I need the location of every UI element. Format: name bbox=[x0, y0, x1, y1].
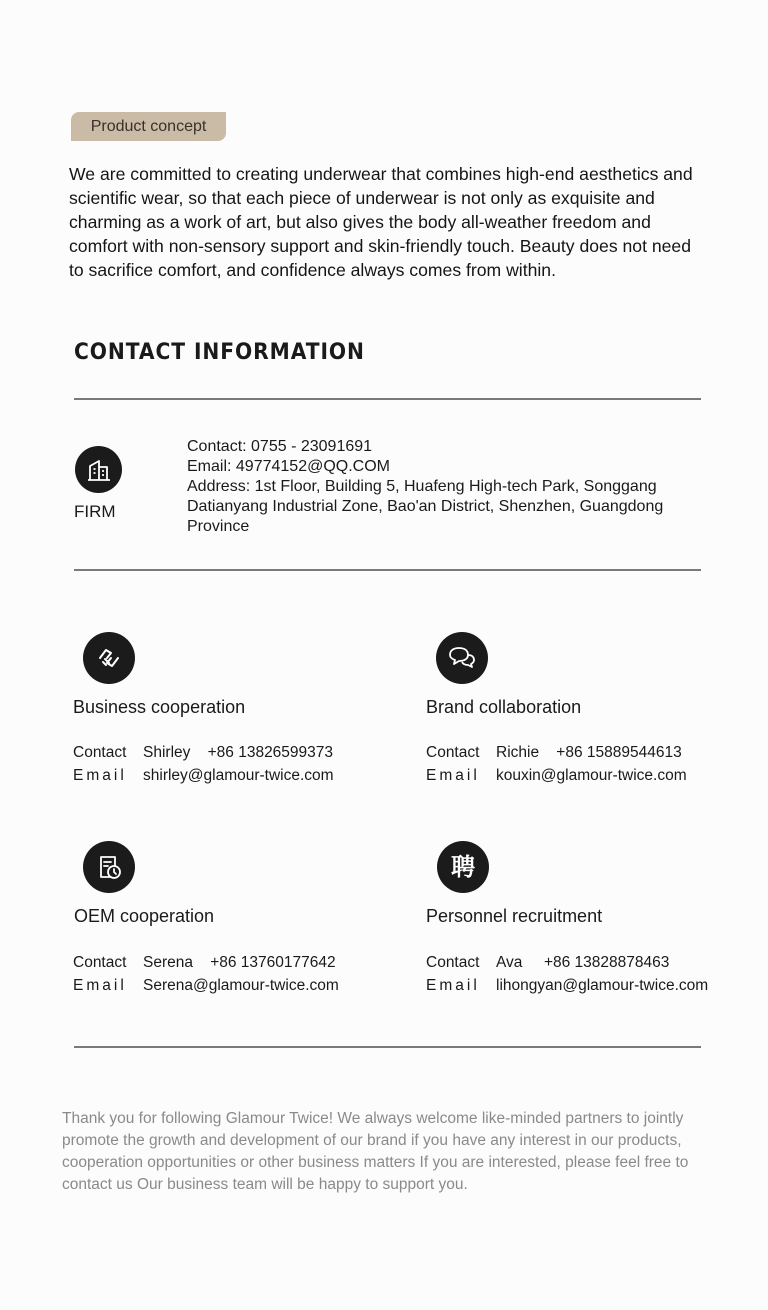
contact-information-title: CONTACT INFORMATION bbox=[74, 340, 365, 365]
brand-contact-line bbox=[426, 743, 682, 763]
business-cooperation-title: Business cooperation bbox=[73, 697, 246, 717]
recruitment-email-line bbox=[426, 976, 708, 996]
recruit-icon bbox=[437, 841, 489, 893]
business-email-line bbox=[73, 766, 334, 786]
contact-value: Shirley +86 13826599373 bbox=[143, 744, 334, 761]
divider bbox=[74, 398, 701, 400]
email-link[interactable]: shirley@glamour-twice.com bbox=[143, 767, 334, 784]
brand-collaboration-title: Brand collaboration bbox=[426, 697, 582, 717]
email-label: Email bbox=[73, 767, 127, 784]
email-link[interactable]: lihongyan@glamour-twice.com bbox=[496, 977, 709, 994]
contact-label: Contact bbox=[426, 744, 480, 761]
firm-address: Address: 1st Floor, Building 5, Huafeng High-tech Park, Songgang Datianyang Industrial Zone, Bao'an District, Shenzhen, Guangdong Province bbox=[187, 478, 664, 535]
email-label: Email bbox=[426, 977, 480, 994]
firm-label: FIRM bbox=[74, 502, 116, 521]
contact-value: Serena +86 13760177642 bbox=[143, 954, 336, 971]
recruit-glyph: 聘 bbox=[451, 853, 475, 881]
email-label: Email bbox=[73, 977, 127, 994]
firm-email[interactable]: Email: 49774152@QQ.COM bbox=[187, 458, 390, 475]
oem-contact-line bbox=[73, 953, 336, 973]
handshake-icon bbox=[83, 632, 135, 684]
firm-details bbox=[187, 437, 707, 537]
email-link[interactable]: Serena@glamour-twice.com bbox=[143, 977, 339, 994]
contact-label: Contact bbox=[73, 954, 127, 971]
brand-email-line bbox=[426, 766, 687, 786]
contact-label: Contact bbox=[426, 954, 480, 971]
oem-cooperation-title: OEM cooperation bbox=[74, 906, 215, 926]
contact-label: Contact bbox=[73, 744, 127, 761]
firm-contact: Contact: 0755 - 23091691 bbox=[187, 438, 373, 455]
product-concept-text: We are committed to creating underwear that combines high-end aesthetics and scientific wear, so that each piece of underwear is not only as exquisite and charming as a work of art, but also gives the body all-weather freedom and comfort with non-sensory support and skin-friendly touch. Beauty does not need to sacrifice comfort, and confidence always comes from within. bbox=[69, 164, 693, 280]
chat-bubbles-icon bbox=[436, 632, 488, 684]
product-concept-badge: Product concept bbox=[71, 112, 226, 141]
contact-value: Ava +86 13828878463 bbox=[496, 954, 670, 971]
document-clock-icon bbox=[83, 841, 135, 893]
business-contact-line bbox=[73, 743, 333, 763]
personnel-recruitment-title: Personnel recruitment bbox=[426, 906, 603, 926]
footer-message: Thank you for following Glamour Twice! We always welcome like-minded partners to jointly promote the growth and development of our brand if you have any interest in our products, cooperation opportunities or other business matters If you are interested, please feel free to contact us Our business team will be happy to support you. bbox=[62, 1110, 689, 1193]
contact-value: Richie +86 15889544613 bbox=[496, 744, 682, 761]
divider bbox=[74, 569, 701, 571]
email-label: Email bbox=[426, 767, 480, 784]
recruitment-contact-line bbox=[426, 953, 669, 973]
divider bbox=[74, 1046, 701, 1048]
building-icon bbox=[75, 446, 122, 493]
email-link[interactable]: kouxin@glamour-twice.com bbox=[496, 767, 687, 784]
oem-email-line bbox=[73, 976, 339, 996]
